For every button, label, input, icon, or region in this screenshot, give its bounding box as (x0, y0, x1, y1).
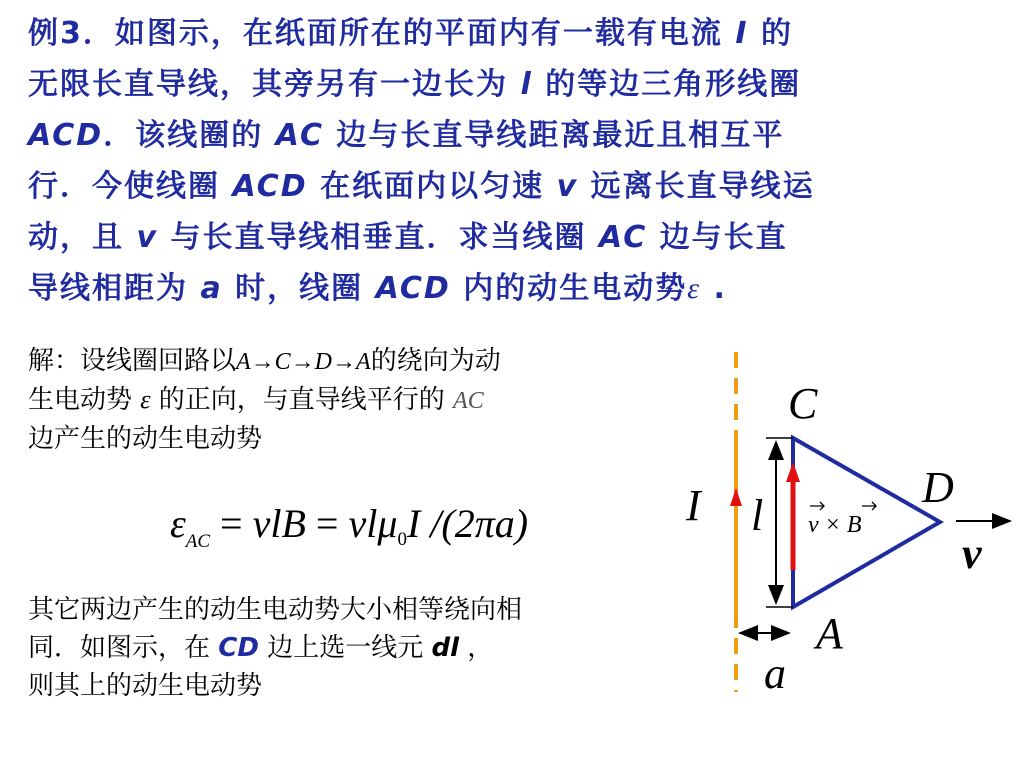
problem-text: 远离长直导线运 (578, 169, 815, 204)
problem-text: 边与长直 (647, 220, 788, 255)
label-d: D (922, 463, 954, 512)
problem-text: 无限长直导线，其旁另有一边长为 (28, 67, 521, 102)
formula-equals: = (305, 501, 349, 546)
formula-equals: = (210, 501, 253, 546)
solution-text-span: 的正向，与直导线平行的 (150, 385, 454, 415)
label-c: C (788, 379, 818, 428)
formula-term: vlB (252, 501, 306, 546)
current-variable: I (735, 16, 749, 51)
problem-text: 导线相距为 (28, 271, 201, 306)
label-distance: a (764, 649, 786, 698)
solution-text-span: 的绕向为动 (370, 346, 501, 376)
label-current: I (686, 481, 701, 530)
vector-arrow-icon (810, 502, 824, 510)
coil-variable: ACD (232, 169, 308, 204)
current-arrow-icon (730, 488, 742, 506)
side-variable: AC (453, 388, 484, 414)
loop-direction: A→C→D→A (236, 349, 371, 375)
problem-text: 在纸面内以匀速 (307, 169, 557, 204)
solution-text-span: 解：设线圈回路以 (28, 346, 237, 376)
problem-text: 内的动生电动势 (450, 271, 688, 306)
coil-variable: ACD (375, 271, 451, 306)
problem-text: 时，线圈 (222, 271, 376, 306)
coil-variable: ACD (28, 118, 104, 153)
problem-text: . (701, 271, 727, 306)
formula-eps: ε (170, 501, 186, 546)
vector-arrow-icon (862, 502, 876, 510)
side-variable: AC (598, 220, 648, 255)
velocity-variable: v (556, 169, 579, 204)
label-v-cross-b: v × B (808, 512, 862, 538)
note-line-1: 其它两边产生的动生电动势大小相等绕向相 (28, 595, 523, 625)
problem-text: ．该线圈的 (103, 118, 276, 153)
note-text-span: 同．如图示，在 (28, 633, 219, 663)
note-text-span: 边上选一线元 (258, 633, 432, 663)
distance-variable: a (200, 271, 223, 306)
formula-mu: μ (377, 501, 398, 546)
label-length: l (751, 491, 764, 540)
side-variable: AC (275, 118, 324, 153)
problem-text: 边与长直导线距离最近且相互平 (323, 118, 785, 153)
note-text-span: ， (459, 633, 494, 663)
label-velocity: v (962, 529, 982, 578)
side-variable: CD (218, 633, 259, 663)
problem-text: 与长直导线相垂直．求当线圈 (158, 220, 599, 255)
emf-symbol: ε (140, 385, 151, 414)
line-element-variable: dl (431, 633, 459, 663)
velocity-variable: v (136, 220, 159, 255)
solution-line-3: 边产生的动生电动势 (28, 424, 263, 454)
note-line-3: 则其上的动生电动势 (28, 671, 263, 701)
label-a-vertex: A (816, 609, 843, 658)
length-variable: l (520, 67, 533, 102)
side-ac-arrow-icon (786, 462, 800, 482)
emf-symbol: ε (687, 272, 702, 305)
formula-subscript: 0 (397, 529, 407, 550)
problem-text: 的等边三角形线圈 (532, 67, 802, 102)
solution-text-span: 生电动势 (28, 385, 141, 415)
problem-text: 的 (748, 16, 793, 51)
problem-text: 行．今使线圈 (28, 169, 233, 204)
problem-text: 例3．如图示，在纸面所在的平面内有一载有电流 (28, 16, 736, 51)
problem-text: 动，且 (28, 220, 137, 255)
formula-term: vl (348, 501, 378, 546)
formula-subscript: AC (185, 531, 211, 552)
formula-term: I /(2πa) (406, 501, 529, 546)
